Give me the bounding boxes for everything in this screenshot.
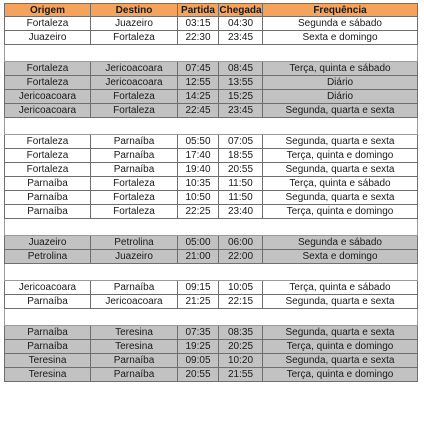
table-row — [4, 62, 418, 76]
cell-partida: 17:40 — [178, 149, 219, 163]
cell-chegada: 04:30 — [219, 17, 263, 31]
table-row — [4, 354, 418, 368]
cell-origem: Juazeiro — [4, 236, 91, 250]
table-row — [4, 104, 418, 118]
cell-partida: 10:35 — [178, 177, 219, 191]
cell-partida: 12:55 — [178, 76, 219, 90]
cell-destino: Jericoacoara — [91, 76, 178, 90]
cell-partida: 22:25 — [178, 205, 219, 219]
cell-chegada: 20:55 — [219, 163, 263, 177]
cell-origem: Fortaleza — [4, 163, 91, 177]
cell-partida: 21:25 — [178, 295, 219, 309]
cell-chegada: 13:55 — [219, 76, 263, 90]
cell-origem: Petrolina — [4, 250, 91, 264]
cell-destino: Parnaíba — [91, 368, 178, 382]
header-partida: Partida — [178, 3, 219, 17]
table-row — [4, 340, 418, 354]
cell-origem: Juazeiro — [4, 31, 91, 45]
cell-partida: 09:05 — [178, 354, 219, 368]
cell-partida: 22:30 — [178, 31, 219, 45]
cell-origem: Teresina — [4, 368, 91, 382]
cell-origem: Parnaíba — [4, 295, 91, 309]
table-row — [4, 250, 418, 264]
cell-origem: Fortaleza — [4, 17, 91, 31]
cell-chegada: 15:25 — [219, 90, 263, 104]
cell-chegada: 22:00 — [219, 250, 263, 264]
cell-destino: Fortaleza — [91, 104, 178, 118]
cell-origem: Parnaíba — [4, 326, 91, 340]
cell-origem: Parnaíba — [4, 340, 91, 354]
cell-partida: 10:50 — [178, 191, 219, 205]
cell-frequencia: Terça, quinta e sábado — [263, 281, 418, 295]
cell-frequencia: Diário — [263, 90, 418, 104]
cell-chegada: 07:05 — [219, 135, 263, 149]
cell-destino: Parnaíba — [91, 163, 178, 177]
table-row — [4, 163, 418, 177]
table-row — [4, 191, 418, 205]
cell-frequencia: Segunda e sábado — [263, 236, 418, 250]
cell-destino: Fortaleza — [91, 191, 178, 205]
cell-frequencia: Segunda, quarta e sexta — [263, 326, 418, 340]
cell-chegada: 21:55 — [219, 368, 263, 382]
group-separator — [4, 264, 418, 281]
table-row — [4, 205, 418, 219]
cell-frequencia: Segunda, quarta e sexta — [263, 295, 418, 309]
cell-frequencia: Terça, quinta e domingo — [263, 368, 418, 382]
group-separator — [4, 45, 418, 62]
cell-origem: Parnaíba — [4, 191, 91, 205]
cell-origem: Fortaleza — [4, 135, 91, 149]
cell-origem: Teresina — [4, 354, 91, 368]
cell-destino: Jericoacoara — [91, 62, 178, 76]
cell-origem: Jericoacoara — [4, 281, 91, 295]
cell-frequencia: Diário — [263, 76, 418, 90]
table-row — [4, 295, 418, 309]
cell-origem: Parnaíba — [4, 205, 91, 219]
cell-partida: 05:00 — [178, 236, 219, 250]
cell-partida: 05:50 — [178, 135, 219, 149]
cell-frequencia: Segunda, quarta e sexta — [263, 191, 418, 205]
table-row — [4, 31, 418, 45]
cell-chegada: 06:00 — [219, 236, 263, 250]
cell-frequencia: Segunda, quarta e sexta — [263, 135, 418, 149]
table-header-row — [4, 3, 418, 17]
cell-frequencia: Terça, quinta e domingo — [263, 149, 418, 163]
cell-frequencia: Segunda e sábado — [263, 17, 418, 31]
cell-chegada: 08:45 — [219, 62, 263, 76]
header-chegada: Chegada — [219, 5, 262, 16]
group-separator — [4, 219, 418, 236]
table-row — [4, 368, 418, 382]
cell-partida: 09:15 — [178, 281, 219, 295]
cell-destino: Parnaíba — [91, 354, 178, 368]
cell-destino: Juazeiro — [91, 17, 178, 31]
cell-partida: 03:15 — [178, 17, 219, 31]
cell-destino: Parnaíba — [91, 135, 178, 149]
header-destino: Destino — [91, 3, 178, 17]
table-row — [4, 90, 418, 104]
cell-destino: Fortaleza — [91, 31, 178, 45]
cell-origem: Fortaleza — [4, 62, 91, 76]
table-row — [4, 236, 418, 250]
cell-origem: Fortaleza — [4, 76, 91, 90]
table-row — [4, 76, 418, 90]
cell-destino: Juazeiro — [91, 250, 178, 264]
cell-partida: 14:25 — [178, 90, 219, 104]
cell-chegada: 11:50 — [219, 191, 263, 205]
cell-partida: 07:45 — [178, 62, 219, 76]
cell-destino: Jericoacoara — [91, 295, 178, 309]
table-row — [4, 149, 418, 163]
cell-frequencia: Terça, quinta e sábado — [263, 62, 418, 76]
cell-chegada: 11:50 — [219, 177, 263, 191]
cell-chegada: 08:35 — [219, 326, 263, 340]
cell-partida: 19:25 — [178, 340, 219, 354]
group-separator — [4, 309, 418, 326]
cell-chegada: 23:40 — [219, 205, 263, 219]
cell-destino: Fortaleza — [91, 90, 178, 104]
cell-frequencia: Sexta e domingo — [263, 250, 418, 264]
table-row — [4, 281, 418, 295]
cell-chegada: 18:55 — [219, 149, 263, 163]
cell-chegada: 10:05 — [219, 281, 263, 295]
cell-destino: Teresina — [91, 340, 178, 354]
cell-frequencia: Sexta e domingo — [263, 31, 418, 45]
table-row — [4, 177, 418, 191]
cell-destino: Fortaleza — [91, 177, 178, 191]
cell-partida: 21:00 — [178, 250, 219, 264]
cell-destino: Parnaíba — [91, 149, 178, 163]
cell-origem: Jericoacoara — [4, 104, 91, 118]
cell-chegada: 23:45 — [219, 31, 263, 45]
cell-chegada: 10:20 — [219, 354, 263, 368]
group-separator — [4, 118, 418, 135]
cell-destino: Parnaíba — [91, 281, 178, 295]
cell-destino: Teresina — [91, 326, 178, 340]
cell-partida: 07:35 — [178, 326, 219, 340]
cell-partida: 22:45 — [178, 104, 219, 118]
cell-frequencia: Terça, quinta e domingo — [263, 340, 418, 354]
table-row — [4, 326, 418, 340]
table-row — [4, 135, 418, 149]
cell-chegada: 20:25 — [219, 340, 263, 354]
cell-origem: Fortaleza — [4, 149, 91, 163]
cell-frequencia: Segunda, quarta e sexta — [263, 104, 418, 118]
cell-destino: Fortaleza — [91, 205, 178, 219]
cell-frequencia: Segunda, quarta e sexta — [263, 354, 418, 368]
header-frequencia: Frequência — [263, 3, 418, 17]
cell-partida: 20:55 — [178, 368, 219, 382]
cell-origem: Parnaíba — [4, 177, 91, 191]
table-row — [4, 17, 418, 31]
cell-destino: Petrolina — [91, 236, 178, 250]
cell-partida: 19:40 — [178, 163, 219, 177]
cell-frequencia: Terça, quinta e sábado — [263, 177, 418, 191]
header-origem: Origem — [4, 3, 91, 17]
cell-frequencia: Segunda, quarta e sexta — [263, 163, 418, 177]
cell-chegada: 23:45 — [219, 104, 263, 118]
cell-chegada: 22:15 — [219, 295, 263, 309]
cell-origem: Jericoacoara — [4, 90, 91, 104]
cell-frequencia: Terça, quinta e domingo — [263, 205, 418, 219]
